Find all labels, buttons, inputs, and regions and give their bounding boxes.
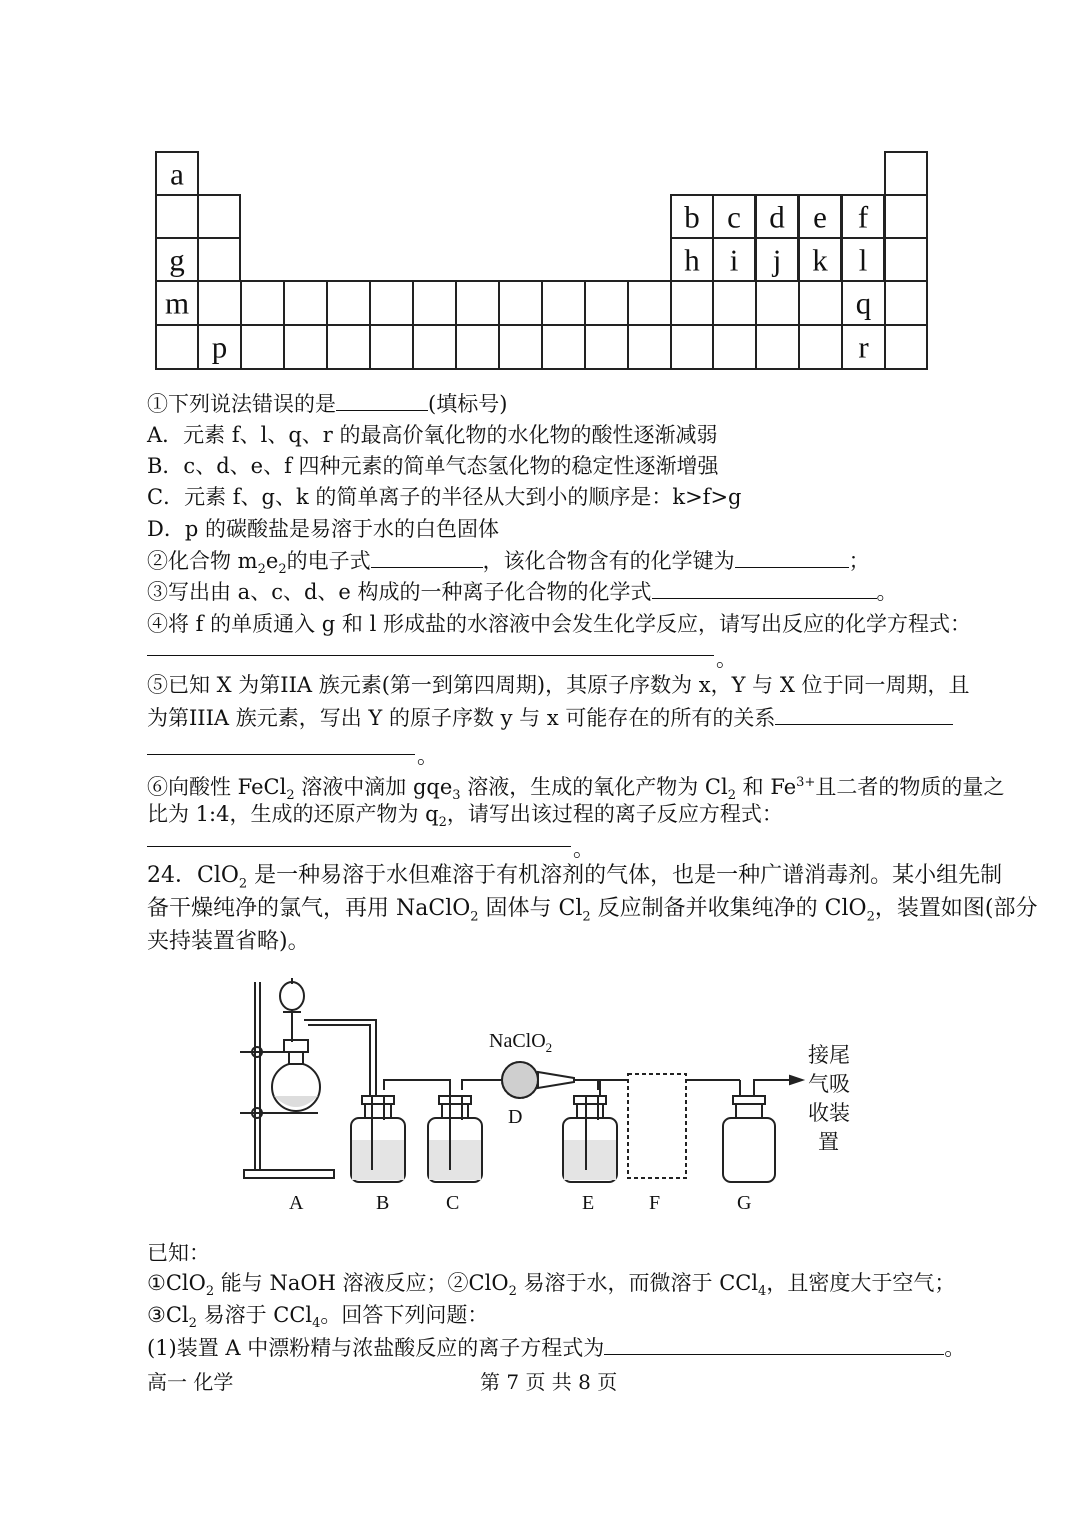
q6-text: 溶液，生成的氧化产物为 Cl <box>460 775 728 799</box>
q6-text: 且二者的物质的量之 <box>815 775 1005 799</box>
q6-sub: 3 <box>452 788 461 804</box>
pt-label: p <box>211 329 228 365</box>
known-title: 已知： <box>147 1241 210 1265</box>
tail-line: 置 <box>818 1130 839 1154</box>
q1-suffix: (填标号) <box>428 392 508 416</box>
known-text: 易溶于水，而微溶于 CCl <box>516 1271 759 1295</box>
q24-text: 固体与 Cl <box>478 896 583 921</box>
tail-gas-label <box>808 1041 850 1157</box>
label-G: G <box>737 1192 752 1214</box>
label-E: E <box>582 1192 595 1214</box>
known-text: 。回答下列问题： <box>320 1303 489 1327</box>
q5-end: 。 <box>417 744 438 768</box>
label-C: C <box>446 1192 460 1214</box>
tail-line: 气吸 <box>808 1072 850 1096</box>
q6-text: ⑥向酸性 FeCl <box>147 775 287 799</box>
known-text: ①ClO <box>147 1271 206 1295</box>
pt-label: d <box>769 199 785 234</box>
q4-end: 。 <box>716 647 737 671</box>
pt-label: b <box>684 199 700 234</box>
q24-line3: 夹持装置省略)。 <box>147 929 310 954</box>
pt-label: f <box>857 199 869 234</box>
known-sub: 2 <box>508 1284 517 1300</box>
naclo2-text: NaClO <box>489 1030 546 1052</box>
pt-label: h <box>684 242 700 277</box>
pt-label: i <box>729 242 739 277</box>
known-sub: 2 <box>205 1284 215 1300</box>
footer-page: 第 7 页 共 8 页 <box>480 1370 618 1394</box>
q6-text: 比为 1:4，生成的还原产物为 q <box>147 802 439 826</box>
q1-option-b: B．c、d、e、f 四种元素的简单气态氢化物的稳定性逐渐增强 <box>147 454 719 478</box>
label-B: B <box>376 1192 390 1214</box>
q24-1-end: 。 <box>944 1336 966 1360</box>
pt-label: r <box>858 329 869 365</box>
label-F: F <box>649 1192 661 1214</box>
pt-label: l <box>858 242 868 277</box>
q5-line2-text: 为第IIIA 族元素，写出 Y 的原子序数 y 与 x 可能存在的所有的关系 <box>147 706 776 730</box>
q3-end: 。 <box>876 580 898 604</box>
pt-label: j <box>772 242 782 277</box>
pt-label: g <box>169 242 185 277</box>
q24-1-text: (1)装置 A 中漂粉精与浓盐酸反应的离子方程式为 <box>147 1336 605 1360</box>
q6-sub: 2 <box>727 788 736 804</box>
known-sub: 2 <box>188 1316 197 1332</box>
label-D: D <box>508 1106 523 1128</box>
bottle-E <box>563 1080 628 1182</box>
tail-line: 接尾 <box>808 1043 850 1067</box>
naclo2-label <box>489 1030 552 1056</box>
pt-label: e <box>813 199 827 234</box>
known-text: 能与 NaOH 溶液反应；②ClO <box>214 1271 509 1295</box>
q24-sub: 2 <box>582 909 591 925</box>
q24-text: 24．ClO <box>147 863 239 888</box>
q1-option-d: D．p 的碳酸盐是易溶于水的白色固体 <box>147 517 499 541</box>
q2-mid3: ，该化合物含有的化学键为 <box>482 549 735 573</box>
q2-sub: 2 <box>257 562 266 578</box>
answer-blank[interactable] <box>604 1336 944 1355</box>
tail-line: 收装 <box>808 1101 850 1125</box>
pt-label: a <box>170 156 184 191</box>
known-text: ，且密度大于空气； <box>766 1271 956 1295</box>
q24-text: 是一种易溶于水但难溶于有机溶剂的气体，也是一种广谱消毒剂。某小组先制 <box>247 863 1003 888</box>
pt-label: c <box>727 199 741 234</box>
q6-text: 溶液中滴加 gqe <box>294 775 453 799</box>
known-text: ③Cl <box>147 1303 189 1327</box>
q24-text: 备干燥纯净的氯气，再用 NaClO <box>147 896 471 921</box>
q3-text: ③写出由 a、c、d、e 构成的一种离子化合物的化学式 <box>147 580 652 604</box>
tube-D <box>490 1062 600 1098</box>
label-A: A <box>289 1192 304 1214</box>
bottle-C <box>428 1080 490 1182</box>
q2-sub: 2 <box>278 562 287 578</box>
pt-label: m <box>164 285 190 321</box>
q2-prefix: ②化合物 m <box>147 549 258 573</box>
pt-label: k <box>812 242 828 277</box>
q5-line1: ⑤已知 X 为第IIA 族元素(第一到第四周期)，其原子序数为 x，Y 与 X 位于同一周期，且 <box>147 673 970 697</box>
known-sub: 4 <box>312 1316 321 1332</box>
q1-prompt: ①下列说法错误的是 <box>147 392 336 416</box>
q24-1-line <box>147 1333 965 1363</box>
q24-sub: 2 <box>866 909 875 925</box>
q6-text: 和 Fe <box>735 775 797 799</box>
box-F <box>628 1074 686 1178</box>
q6-sub: 2 <box>286 788 295 804</box>
footer-left: 高一 化学 <box>147 1370 234 1394</box>
q24-text: 反应制备并收集纯净的 ClO <box>590 896 867 921</box>
q2-mid2: 的电子式 <box>286 549 371 573</box>
q1-option-c: C．元素 f、g、k 的简单离子的半径从大到小的顺序是：k>f>g <box>147 485 742 509</box>
q6-sub: 2 <box>438 815 447 831</box>
q2-end: ； <box>848 549 870 573</box>
q6-sup: 3+ <box>796 775 816 790</box>
q6-text: ，请写出该过程的离子反应方程式： <box>446 802 783 826</box>
q2-mid1: e <box>265 549 279 573</box>
q4-line: ④将 f 的单质通入 g 和 l 形成盐的水溶液中会发生化学反应，请写出反应的化学方程式： <box>147 612 971 636</box>
q24-text: ，装置如图(部分 <box>874 896 1038 921</box>
q1-option-a: A．元素 f、l、q、r 的最高价氧化物的水化物的酸性逐渐减弱 <box>147 423 718 447</box>
known-text: 易溶于 CCl <box>196 1303 313 1327</box>
q6-end: 。 <box>573 837 594 861</box>
q24-sub: 2 <box>470 909 479 925</box>
pt-label: q <box>855 285 872 321</box>
known-sub: 4 <box>758 1284 767 1300</box>
bottle-G <box>686 1076 802 1182</box>
naclo2-sub: 2 <box>545 1040 553 1055</box>
q24-sub: 2 <box>238 876 248 892</box>
